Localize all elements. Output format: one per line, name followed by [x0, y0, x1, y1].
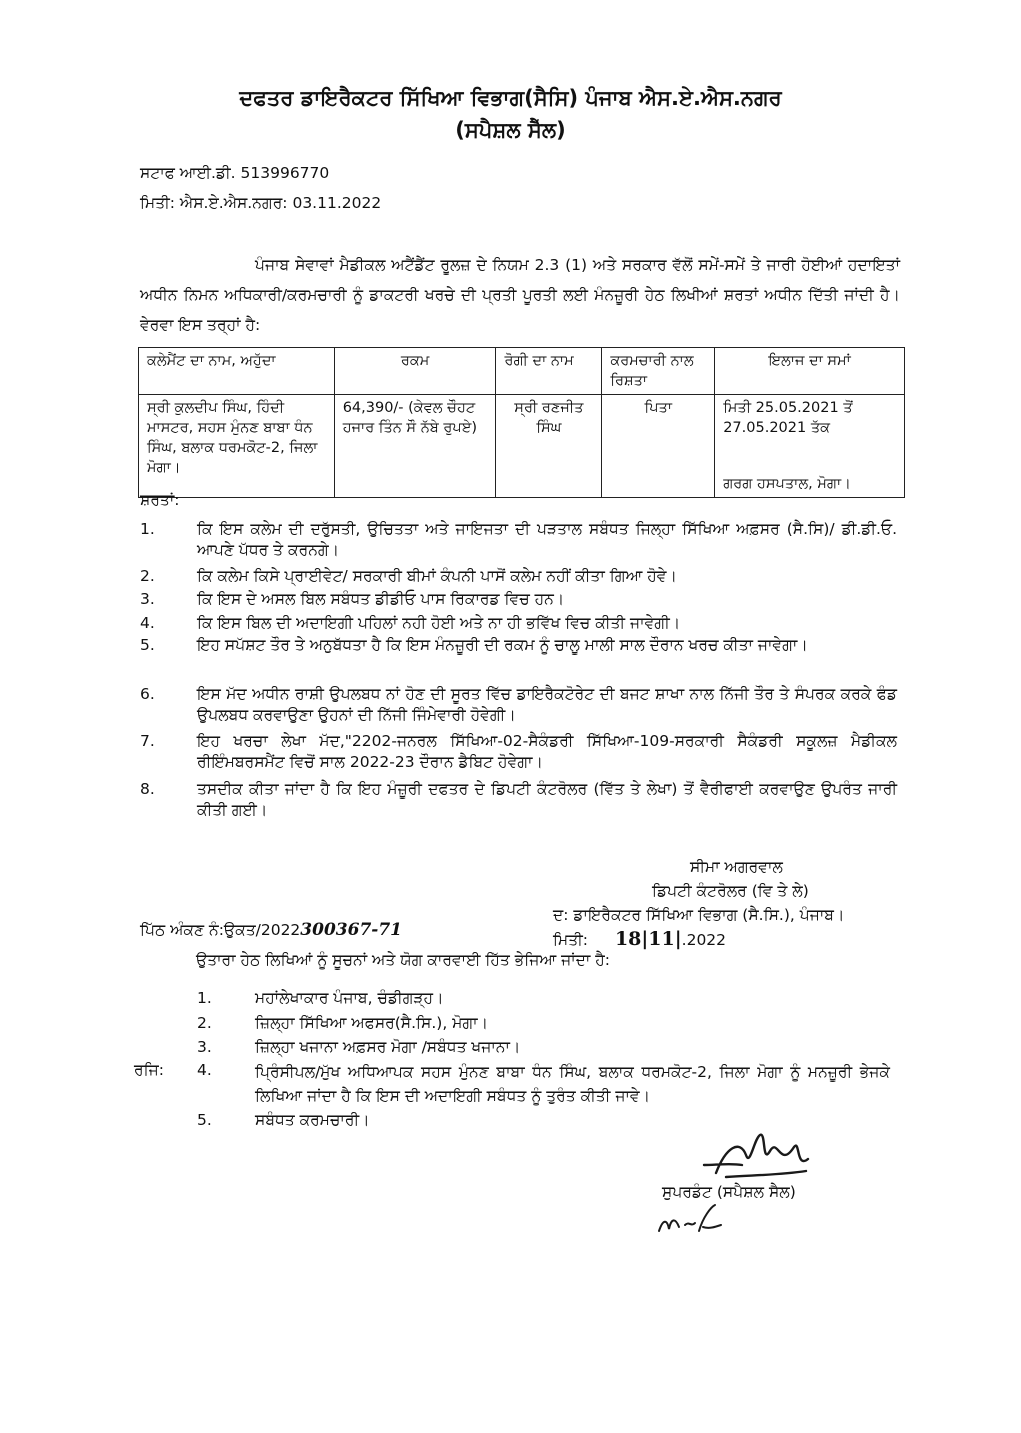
header-patient: ਰੋਗੀ ਦਾ ਨਾਮ [496, 348, 602, 395]
handwritten-number: 300367-71 [300, 920, 402, 940]
header-relation: ਕਰਮਚਾਰੀ ਨਾਲ ਰਿਸ਼ਤਾ [602, 348, 715, 395]
condition-text: ਕਿ ਕਲੇਮ ਕਿਸੇ ਪ੍ਰਾਈਵੇਟ/ ਸਰਕਾਰੀ ਬੀਮਾਂ ਕੰਪਨੀ ਪਾਸੋਂ ਕਲੇਮ ਨਹੀਂ ਕੀਤਾ ਗਿਆ ਹੋਵੇ। [197, 567, 677, 585]
condition-text: ਇਸ ਮੱਦ ਅਧੀਨ ਰਾਸ਼ੀ ਉਪਲਬਧ ਨਾਂ ਹੋਣ ਦੀ ਸੂਰਤ ਵਿੱਚ ਡਾਇਰੈਕਟੋਰੇਟ ਦੀ ਬਜਟ ਸ਼ਾਖਾ ਨਾਲ ਨਿੱਜੀ ਤੌਰ ਤੇ ਸੰਪਰਕ ਕਰਕੇ ਫੰਡ ਉਪਲਬਧ ਕਰਵਾਉਣਾ ਉਹਨਾਂ ਦੀ ਨਿੱਜੀ ਜਿੰਮੇਵਾਰੀ ਹੋਵੇਗੀ। [197, 685, 897, 724]
endorsement-date [553, 929, 726, 950]
signatory-name: ਸੀਮਾ ਅਗਰਵਾਲ [690, 858, 783, 876]
recipient-3: ਜ਼ਿਲ੍ਹਾ ਖਜਾਨਾ ਅਫ਼ਸਰ ਮੋਗਾ /ਸਬੰਧਤ ਖਜਾਨਾ। [255, 1038, 521, 1056]
endorsement-number [140, 920, 402, 940]
registered-label: ਰਜਿ: [134, 1061, 164, 1079]
condition-number: 7. [140, 732, 155, 750]
endorsement-date-label: ਮਿਤੀ: [553, 931, 588, 949]
intro-paragraph: ਪੰਜਾਬ ਸੇਵਾਵਾਂ ਮੈਡੀਕਲ ਅਟੈਂਡੈਂਟ ਰੂਲਜ਼ ਦੇ ਨਿਯਮ 2.3 (1) ਅਤੇ ਸਰਕਾਰ ਵੱਲੋਂ ਸਮੇਂ-ਸਮੇਂ ਤੇ ਜਾਰੀ ਹੋਈਆਂ ਹਦਾਇਤਾਂ ਅਧੀਨ ਨਿਮਨ ਅਧਿਕਾਰੀ/ਕਰਮਚਾਰੀ ਨੂੰ ਡਾਕਟਰੀ ਖਰਚੇ ਦੀ ਪ੍ਰਤੀ ਪੂਰਤੀ ਲਈ ਮੰਨਜ਼ੂਰੀ ਹੇਠ ਲਿਖੀਆਂ ਸ਼ਰਤਾਂ ਅਧੀਨ ਦਿੱਤੀ ਜਾਂਦੀ ਹੈ। ਵੇਰਵਾ ਇਸ ਤਰ੍ਹਾਂ ਹੈ: [140, 256, 900, 334]
condition-number: 4. [140, 614, 155, 632]
copy-forward-line: ਉਤਾਰਾ ਹੇਠ ਲਿਖਿਆਂ ਨੂੰ ਸੂਚਨਾਂ ਅਤੇ ਯੋਗ ਕਾਰਵਾਈ ਹਿੱਤ ਭੇਜਿਆ ਜਾਂਦਾ ਹੈ: [196, 951, 611, 969]
header-claimant: ਕਲੇਮੈਂਟ ਦਾ ਨਾਮ, ਅਹੁੱਦਾ [139, 348, 335, 395]
condition-number: 8. [140, 780, 155, 798]
signatory-designation: ਡਿਪਟੀ ਕੰਟਰੋਲਰ (ਵਿ ਤੇ ਲੇ) [652, 882, 809, 900]
recipient-5: ਸਬੰਧਤ ਕਰਮਚਾਰੀ। [255, 1111, 370, 1129]
condition-text: ਕਿ ਇਸ ਬਿਲ ਦੀ ਅਦਾਇਗੀ ਪਹਿਲਾਂ ਨਹੀ ਹੋਈ ਅਤੇ ਨਾ ਹੀ ਭਵਿੱਖ ਵਿਚ ਕੀਤੀ ਜਾਵੇਗੀ। [197, 614, 681, 632]
table-header-row [139, 348, 905, 395]
condition-number: 3. [140, 590, 155, 608]
header-period: ਇਲਾਜ ਦਾ ਸਮਾਂ [715, 348, 905, 395]
staff-id: ਸਟਾਫ ਆਈ.ਡੀ. 513996770 [140, 164, 330, 182]
hospital-name: ਗਰਗ ਹਸਪਤਾਲ, ਮੋਗਾ। [723, 476, 851, 492]
treatment-dates: ਮਿਤੀ 25.05.2021 ਤੋਂ 27.05.2021 ਤੱਕ [723, 400, 853, 436]
condition-number: 2. [140, 567, 155, 585]
condition-number: 6. [140, 685, 155, 703]
claim-table [138, 347, 905, 498]
condition-text: ਇਹ ਸਪੱਸ਼ਟ ਤੌਰ ਤੇ ਅਨੁਬੱਧਤਾ ਹੈ ਕਿ ਇਸ ਮੰਨਜ਼ੂਰੀ ਦੀ ਰਕਮ ਨੂੰ ਚਾਲੂ ਮਾਲੀ ਸਾਲ ਦੌਰਾਨ ਖਰਚ ਕੀਤਾ ਜਾਵੇਗਾ। [197, 636, 808, 654]
recipient-1: ਮਹਾਂਲੇਖਾਕਾਰ ਪੰਜਾਬ, ਚੰਡੀਗੜ੍ਹ। [255, 989, 444, 1007]
issue-date: ਮਿਤੀ: ਐਸ.ਏ.ਐਸ.ਨਗਰ: 03.11.2022 [140, 194, 382, 212]
recipient-number: 2. [197, 1014, 212, 1032]
cell-amount: 64,390/- (ਕੇਵਲ ਚੌਹਟ ਹਜਾਰ ਤਿੰਨ ਸੌ ਨੱਬੇ ਰੁਪਏ) [334, 395, 496, 498]
recipient-2: ਜ਼ਿਲ੍ਹਾ ਸਿੱਖਿਆ ਅਫਸਰ(ਸੈ.ਸਿ.), ਮੋਗਾ। [255, 1014, 489, 1032]
condition-text: ਕਿ ਇਸ ਦੇ ਅਸਲ ਬਿਲ ਸਬੰਧਤ ਡੀਡੀਓ ਪਾਸ ਰਿਕਾਰਡ ਵਿਚ ਹਨ। [197, 590, 565, 608]
signatory-office: ਦ: ਡਾਇਰੈਕਟਰ ਸਿੱਖਿਆ ਵਿਭਾਗ (ਸੈ.ਸਿ.), ਪੰਜਾਬ। [553, 906, 845, 924]
header-amount: ਰਕਮ [334, 348, 496, 395]
condition-number: 1. [140, 520, 155, 538]
recipient-number: 4. [197, 1061, 212, 1079]
recipient-number: 1. [197, 989, 212, 1007]
recipient-number: 5. [197, 1111, 212, 1129]
condition-text: ਤਸਦੀਕ ਕੀਤਾ ਜਾਂਦਾ ਹੈ ਕਿ ਇਹ ਮੰਜ਼ੂਰੀ ਦਫਤਰ ਦੇ ਡਿਪਟੀ ਕੰਟਰੋਲਰ (ਵਿੱਤ ਤੇ ਲੇਖਾ) ਤੋਂ ਵੈਰੀਫਾਈ ਕਰਵਾਉਣ ਉਪਰੰਤ ਜਾਰੀ ਕੀਤੀ ਗਈ। [197, 780, 897, 819]
office-subheading: (ਸਪੈਸ਼ਲ ਸੈੱਲ) [455, 118, 566, 142]
superintendent-signature [696, 1125, 816, 1187]
office-heading: ਦਫਤਰ ਡਾਇਰੈਕਟਰ ਸਿੱਖਿਆ ਵਿਭਾਗ(ਸੈਸਿ) ਪੰਜਾਬ ਐਸ.ਏ.ਐਸ.ਨਗਰ [239, 86, 782, 110]
endorsement-prefix: ਪਿੱਠ ਅੰਕਣ ਨੰ:ਉਕਤ/2022 [140, 921, 301, 939]
recipient-number: 3. [197, 1038, 212, 1056]
superintendent-designation: ਸੁਪਰਡੰਟ (ਸਪੈਸ਼ਲ ਸੈਲ) [662, 1183, 796, 1201]
cell-period [715, 395, 905, 498]
condition-number: 5. [140, 636, 155, 654]
handwritten-date: 18|11| [614, 928, 682, 950]
cell-claimant: ਸ੍ਰੀ ਕੁਲਦੀਪ ਸਿੰਘ, ਹਿੰਦੀ ਮਾਸਟਰ, ਸਹਸ ਮੁੰਨਣ ਬਾਬਾ ਧੰਨ ਸਿੰਘ, ਬਲਾਕ ਧਰਮਕੋਟ-2, ਜਿਲਾ ਮੋਗਾ। [139, 395, 335, 498]
recipient-4: ਪ੍ਰਿੰਸੀਪਲ/ਮੁੱਖ ਅਧਿਆਪਕ ਸਹਸ ਮੁੰਨਣ ਬਾਬਾ ਧੰਨ ਸਿੰਘ, ਬਲਾਕ ਧਰਮਕੋਟ-2, ਜਿਲਾ ਮੋਗਾ ਨੂੰ ਮਨਜ਼ੂਰੀ ਭੇਜਕੇ ਲਿਖਿਆ ਜਾਂਦਾ ਹੈ ਕਿ ਇਸ ਦੀ ਅਦਾਇਗੀ ਸਬੰਧਤ ਨੂੰ ਤੁਰੰਤ ਕੀਤੀ ਜਾਵੇ। [255, 1063, 890, 1105]
condition-text: ਇਹ ਖਰਚਾ ਲੇਖਾ ਮੱਦ,"2202-ਜਨਰਲ ਸਿੱਖਿਆ-02-ਸੈਕੰਡਰੀ ਸਿੱਖਿਆ-109-ਸਰਕਾਰੀ ਸੈਕੰਡਰੀ ਸਕੂਲਜ਼ ਮੈਡੀਕਲ ਰੀਇੰਮਬਰਸਮੈਂਟ ਵਿਚੋਂ ਸਾਲ 2022-23 ਦੌਰਾਨ ਡੈਬਿਟ ਹੋਵੇਗਾ। [197, 732, 897, 771]
condition-text: ਕਿ ਇਸ ਕਲੇਮ ਦੀ ਦਰੁੱਸਤੀ, ਉਚਿਤਤਾ ਅਤੇ ਜਾਇਜਤਾ ਦੀ ਪੜਤਾਲ ਸਬੰਧਤ ਜਿਲ੍ਹਾ ਸਿੱਖਿਆ ਅਫ਼ਸਰ (ਸੈ.ਸਿ)/ ਡੀ.ਡੀ.ਓ. ਆਪਣੇ ਪੱਧਰ ਤੇ ਕਰਨਗੇ। [197, 520, 897, 559]
initials-mark [655, 1203, 725, 1235]
table-row [139, 395, 905, 498]
conditions-label: ਸ਼ਰਤਾਂ: [140, 491, 180, 509]
endorsement-date-year: .2022 [681, 931, 727, 949]
cell-relation: ਪਿਤਾ [602, 395, 715, 498]
cell-patient: ਸ੍ਰੀ ਰਣਜੀਤ ਸਿੰਘ [496, 395, 602, 498]
